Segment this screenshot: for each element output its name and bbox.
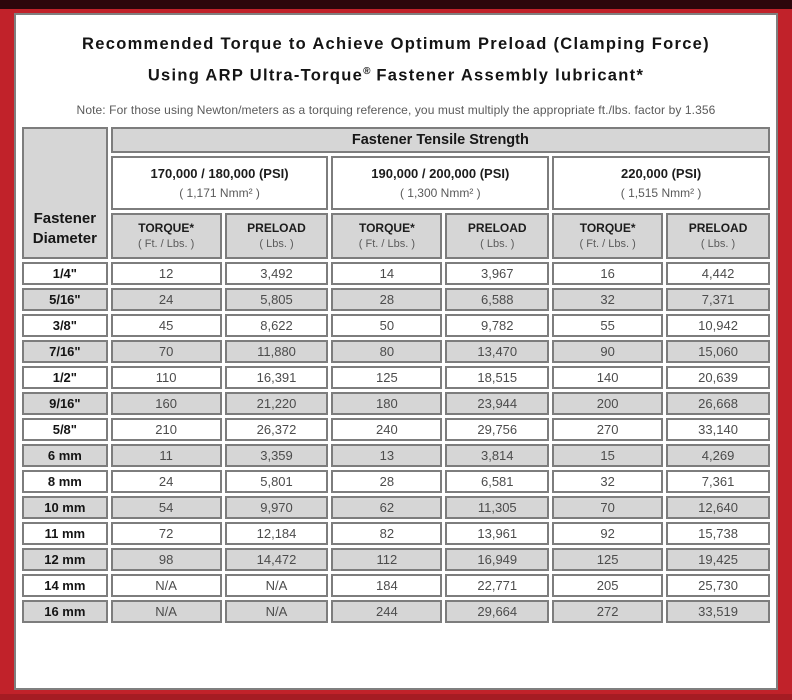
value-cell-preload: 11,305 <box>445 496 549 519</box>
value-cell-torque: 28 <box>331 470 442 493</box>
page-title-line1: Recommended Torque to Achieve Optimum Preload (Clamping Force) <box>82 35 710 53</box>
column-header-preload <box>225 213 329 259</box>
value-cell-torque: 270 <box>552 418 663 441</box>
column-header-torque <box>552 213 663 259</box>
psi-group-header-2 <box>552 156 770 210</box>
value-cell-preload: N/A <box>225 600 329 623</box>
value-cell-preload: 4,442 <box>666 262 770 285</box>
column-header-preload <box>666 213 770 259</box>
value-cell-torque: 72 <box>111 522 222 545</box>
column-header-sub: ( Lbs. ) <box>700 238 736 250</box>
row-label-cell: 5/8" <box>22 418 108 441</box>
value-cell-preload: 13,470 <box>445 340 549 363</box>
value-cell-preload: 10,942 <box>666 314 770 337</box>
nmm-value: ( 1,171 Nmm² ) <box>179 185 260 200</box>
row-label-cell: 8 mm <box>22 470 108 493</box>
column-header-main: TORQUE* <box>358 221 415 235</box>
value-cell-preload: 3,492 <box>225 262 329 285</box>
value-cell-torque: 55 <box>552 314 663 337</box>
value-cell-torque: 205 <box>552 574 663 597</box>
value-cell-torque: 62 <box>331 496 442 519</box>
value-cell-torque: 200 <box>552 392 663 415</box>
value-cell-torque: 140 <box>552 366 663 389</box>
value-cell-torque: 11 <box>111 444 222 467</box>
value-cell-preload: 15,060 <box>666 340 770 363</box>
row-label-cell: 16 mm <box>22 600 108 623</box>
table-row <box>22 600 770 623</box>
value-cell-preload: 12,184 <box>225 522 329 545</box>
value-cell-torque: 92 <box>552 522 663 545</box>
column-header-sub: ( Ft. / Lbs. ) <box>138 238 195 250</box>
value-cell-torque: 98 <box>111 548 222 571</box>
value-cell-torque: 13 <box>331 444 442 467</box>
value-cell-torque: 210 <box>111 418 222 441</box>
corner-header-line2: Diameter <box>32 229 97 247</box>
value-cell-preload: 9,970 <box>225 496 329 519</box>
table-row <box>22 340 770 363</box>
value-cell-torque: 184 <box>331 574 442 597</box>
row-label-cell: 14 mm <box>22 574 108 597</box>
value-cell-preload: 18,515 <box>445 366 549 389</box>
value-cell-torque: 32 <box>552 288 663 311</box>
value-cell-preload: 7,361 <box>666 470 770 493</box>
corner-header-fastener-diameter <box>22 127 108 259</box>
value-cell-preload: 29,664 <box>445 600 549 623</box>
value-cell-torque: N/A <box>111 600 222 623</box>
value-cell-preload: 20,639 <box>666 366 770 389</box>
column-header-main: PRELOAD <box>247 221 306 235</box>
nmm-value: ( 1,300 Nmm² ) <box>399 185 481 200</box>
nmm-value: ( 1,515 Nmm² ) <box>620 185 702 200</box>
row-label-cell: 5/16" <box>22 288 108 311</box>
value-cell-torque: 54 <box>111 496 222 519</box>
value-cell-torque: 244 <box>331 600 442 623</box>
top-maroon-strip <box>0 0 792 9</box>
value-cell-preload: 7,371 <box>666 288 770 311</box>
value-cell-torque: N/A <box>111 574 222 597</box>
column-header-main: PRELOAD <box>688 221 748 235</box>
value-cell-preload: 9,782 <box>445 314 549 337</box>
column-header-main: TORQUE* <box>579 221 636 235</box>
value-cell-torque: 16 <box>552 262 663 285</box>
table-row <box>22 366 770 389</box>
value-cell-preload: 16,391 <box>225 366 329 389</box>
value-cell-preload: 3,359 <box>225 444 329 467</box>
psi-value: 190,000 / 200,000 (PSI) <box>371 165 510 181</box>
value-cell-torque: 160 <box>111 392 222 415</box>
value-cell-preload: N/A <box>225 574 329 597</box>
value-cell-preload: 8,622 <box>225 314 329 337</box>
value-cell-torque: 70 <box>111 340 222 363</box>
table-row <box>22 496 770 519</box>
value-cell-preload: 19,425 <box>666 548 770 571</box>
value-cell-torque: 15 <box>552 444 663 467</box>
row-label-cell: 1/4" <box>22 262 108 285</box>
value-cell-preload: 12,640 <box>666 496 770 519</box>
value-cell-preload: 4,269 <box>666 444 770 467</box>
row-label-cell: 12 mm <box>22 548 108 571</box>
table-row <box>22 470 770 493</box>
value-cell-preload: 6,588 <box>445 288 549 311</box>
value-cell-torque: 80 <box>331 340 442 363</box>
value-cell-torque: 12 <box>111 262 222 285</box>
row-label-cell: 10 mm <box>22 496 108 519</box>
column-header-sub: ( Ft. / Lbs. ) <box>579 238 636 250</box>
table-row <box>22 314 770 337</box>
value-cell-torque: 82 <box>331 522 442 545</box>
value-cell-torque: 24 <box>111 288 222 311</box>
value-cell-preload: 3,814 <box>445 444 549 467</box>
row-label-cell: 11 mm <box>22 522 108 545</box>
note-text: Note: For those using Newton/meters as a torquing reference, you must multiply the appropriate ft./lbs. factor by 1.356 <box>76 102 716 117</box>
value-cell-preload: 11,880 <box>225 340 329 363</box>
column-header-sub: ( Lbs. ) <box>259 238 294 250</box>
column-header-preload <box>445 213 549 259</box>
page-title <box>16 31 776 90</box>
psi-value: 170,000 / 180,000 (PSI) <box>150 165 289 181</box>
value-cell-preload: 26,372 <box>225 418 329 441</box>
row-label-cell: 3/8" <box>22 314 108 337</box>
value-cell-torque: 70 <box>552 496 663 519</box>
value-cell-preload: 33,519 <box>666 600 770 623</box>
value-cell-preload: 29,756 <box>445 418 549 441</box>
row-label-cell: 6 mm <box>22 444 108 467</box>
table-row <box>22 548 770 571</box>
value-cell-torque: 24 <box>111 470 222 493</box>
value-cell-torque: 125 <box>552 548 663 571</box>
registered-mark: ® <box>363 66 371 77</box>
value-cell-preload: 5,805 <box>225 288 329 311</box>
tensile-strength-header: Fastener Tensile Strength <box>111 127 770 153</box>
table-row <box>22 392 770 415</box>
table-row <box>22 444 770 467</box>
value-cell-torque: 45 <box>111 314 222 337</box>
value-cell-torque: 32 <box>552 470 663 493</box>
value-cell-preload: 33,140 <box>666 418 770 441</box>
torque-table-body <box>22 127 770 623</box>
value-cell-torque: 180 <box>331 392 442 415</box>
row-label-cell: 1/2" <box>22 366 108 389</box>
value-cell-preload: 6,581 <box>445 470 549 493</box>
value-cell-torque: 90 <box>552 340 663 363</box>
value-cell-preload: 3,967 <box>445 262 549 285</box>
row-label-cell: 7/16" <box>22 340 108 363</box>
table-row <box>22 574 770 597</box>
bottom-shade-strip <box>0 694 792 700</box>
value-cell-torque: 50 <box>331 314 442 337</box>
value-cell-preload: 25,730 <box>666 574 770 597</box>
column-header-torque <box>331 213 442 259</box>
value-cell-torque: 272 <box>552 600 663 623</box>
value-cell-torque: 125 <box>331 366 442 389</box>
table-row <box>22 288 770 311</box>
column-header-sub: ( Lbs. ) <box>480 238 515 250</box>
value-cell-preload: 16,949 <box>445 548 549 571</box>
value-cell-torque: 14 <box>331 262 442 285</box>
value-cell-preload: 23,944 <box>445 392 549 415</box>
value-cell-torque: 28 <box>331 288 442 311</box>
psi-group-header-0 <box>111 156 329 210</box>
table-row <box>22 418 770 441</box>
value-cell-preload: 22,771 <box>445 574 549 597</box>
column-header-main: TORQUE* <box>138 221 195 235</box>
value-cell-torque: 110 <box>111 366 222 389</box>
psi-group-header-1 <box>331 156 549 210</box>
value-cell-preload: 21,220 <box>225 392 329 415</box>
value-cell-preload: 13,961 <box>445 522 549 545</box>
psi-value: 220,000 (PSI) <box>620 165 702 181</box>
value-cell-preload: 14,472 <box>225 548 329 571</box>
page-title-line2: Using ARP Ultra-Torque® Fastener Assembly lubricant* <box>147 66 645 85</box>
row-label-cell: 9/16" <box>22 392 108 415</box>
value-cell-preload: 15,738 <box>666 522 770 545</box>
corner-header-line1: Fastener <box>33 209 97 227</box>
column-header-main: PRELOAD <box>467 221 527 235</box>
value-cell-torque: 112 <box>331 548 442 571</box>
column-header-sub: ( Ft. / Lbs. ) <box>358 238 415 250</box>
table-row <box>22 262 770 285</box>
value-cell-preload: 5,801 <box>225 470 329 493</box>
column-header-torque <box>111 213 222 259</box>
torque-table <box>19 124 773 626</box>
table-row <box>22 522 770 545</box>
value-cell-preload: 26,668 <box>666 392 770 415</box>
content-panel <box>14 13 778 690</box>
value-cell-torque: 240 <box>331 418 442 441</box>
